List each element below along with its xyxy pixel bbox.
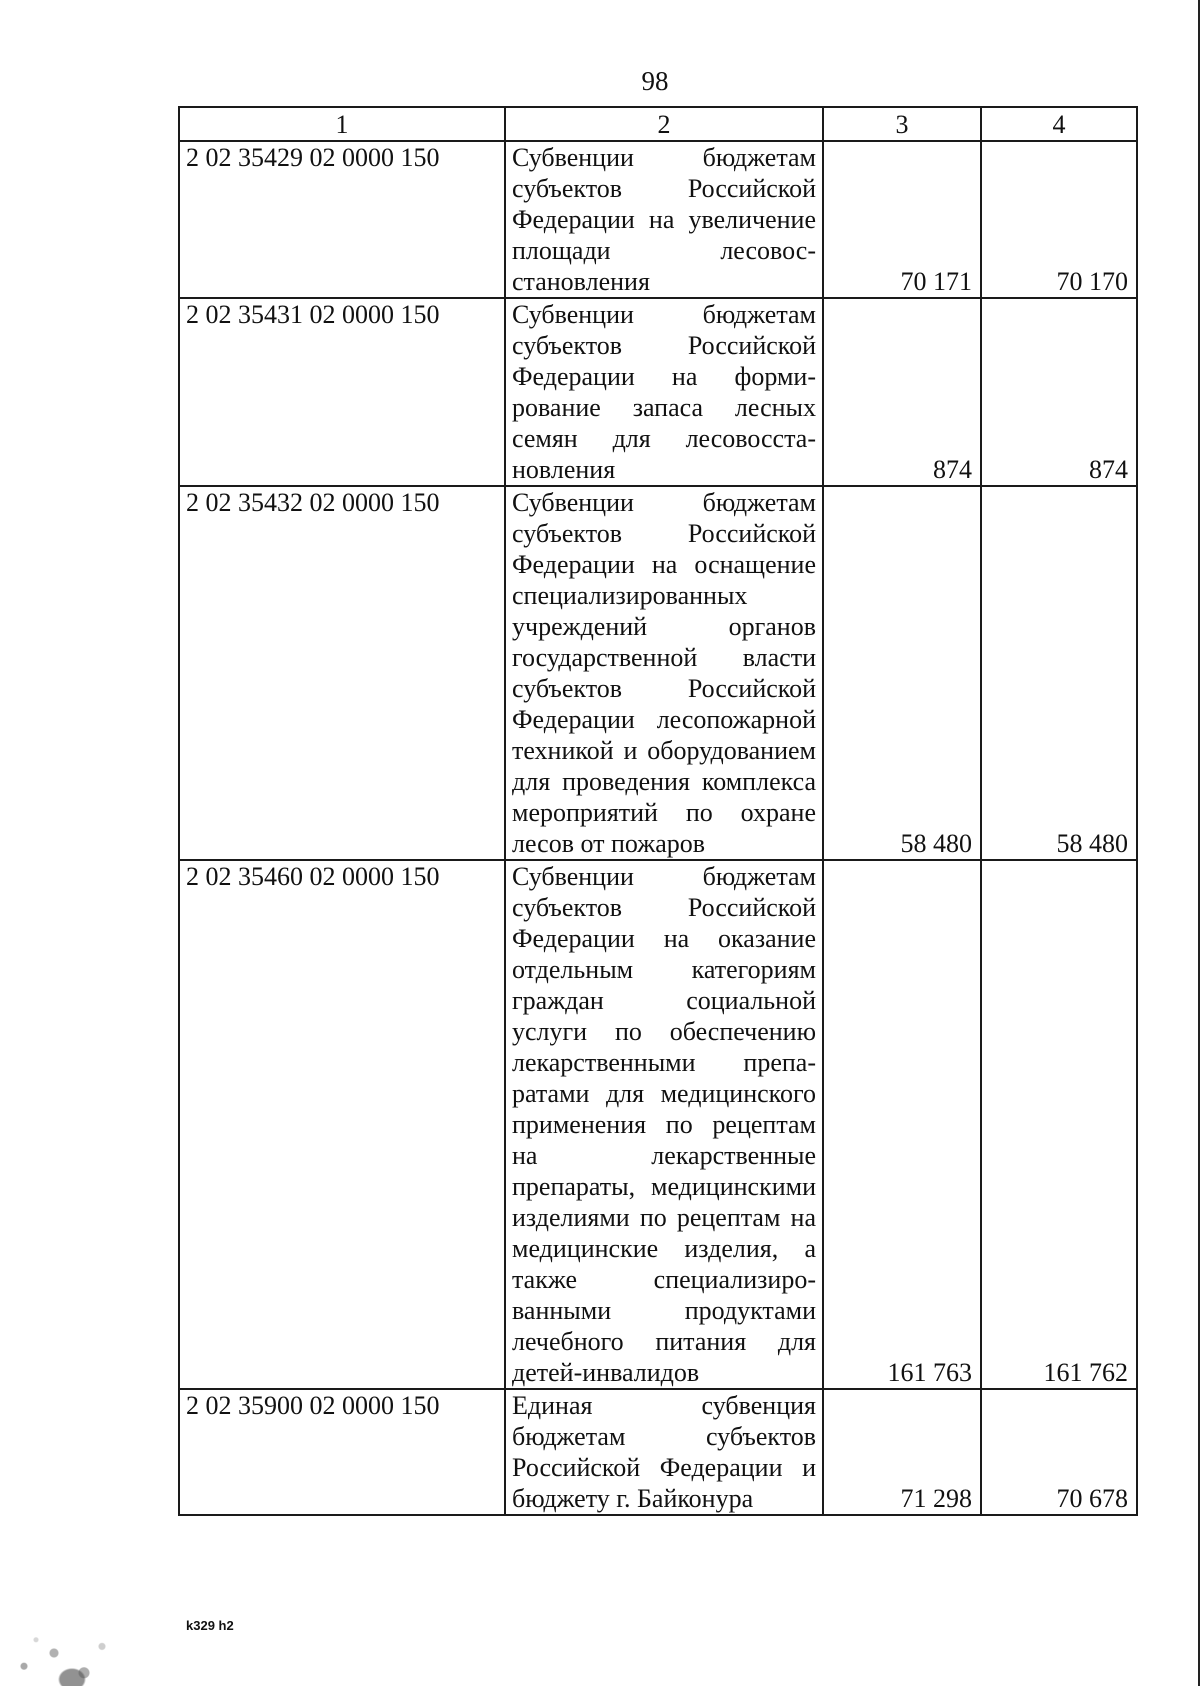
table-row [179, 486, 1137, 860]
column-header-4: 4 [981, 107, 1137, 141]
amount-col3: 161 763 [823, 860, 981, 1389]
budget-code: 2 02 35460 02 0000 150 [179, 860, 505, 1389]
item-description: Субвенции бюджетам субъектов Российской Федерации на увеличение площади лесовосстановления [505, 141, 823, 298]
item-description: Субвенции бюджетам субъектов Российской Федерации на оснащение специализированных учреждений органов государственной власти субъектов Российской Федерации лесопожарной техникой и оборудованием для проведения комплекса мероприятий по охране лесов от пожаров [505, 486, 823, 860]
amount-col4: 70 170 [981, 141, 1137, 298]
column-header-2: 2 [505, 107, 823, 141]
budget-table [178, 106, 1138, 1516]
amount-col3: 70 171 [823, 141, 981, 298]
budget-code: 2 02 35431 02 0000 150 [179, 298, 505, 486]
table-row [179, 1389, 1137, 1515]
amount-col3: 58 480 [823, 486, 981, 860]
column-header-3: 3 [823, 107, 981, 141]
budget-code: 2 02 35900 02 0000 150 [179, 1389, 505, 1515]
amount-col4: 70 678 [981, 1389, 1137, 1515]
amount-col4: 874 [981, 298, 1137, 486]
budget-code: 2 02 35429 02 0000 150 [179, 141, 505, 298]
budget-code: 2 02 35432 02 0000 150 [179, 486, 505, 860]
item-description: Субвенции бюджетам субъектов Российской Федерации на формирование запаса лесных семян для лесовосстановления [505, 298, 823, 486]
item-description: Единая субвенция бюджетам субъектов Российской Федерации и бюджету г. Байконура [505, 1389, 823, 1515]
table-row [179, 141, 1137, 298]
footer-document-code: k329 h2 [186, 1618, 234, 1633]
amount-col4: 58 480 [981, 486, 1137, 860]
item-description: Субвенции бюджетам субъектов Российской Федерации на оказание отдельным категориям граждан социальной услуги по обеспечению лекарственными препаратами для медицинского применения по рецептам на лекарственные препараты, медицинскими изделиями по рецептам на медицинские изделия, а также специализированными продуктами лечебного питания для детей-инвалидов [505, 860, 823, 1389]
column-header-1: 1 [179, 107, 505, 141]
table-row [179, 298, 1137, 486]
table-row [179, 860, 1137, 1389]
amount-col3: 71 298 [823, 1389, 981, 1515]
amount-col4: 161 762 [981, 860, 1137, 1389]
amount-col3: 874 [823, 298, 981, 486]
table-header-row [179, 107, 1137, 141]
scan-artifact [0, 1620, 120, 1686]
page-number: 98 [641, 66, 669, 96]
